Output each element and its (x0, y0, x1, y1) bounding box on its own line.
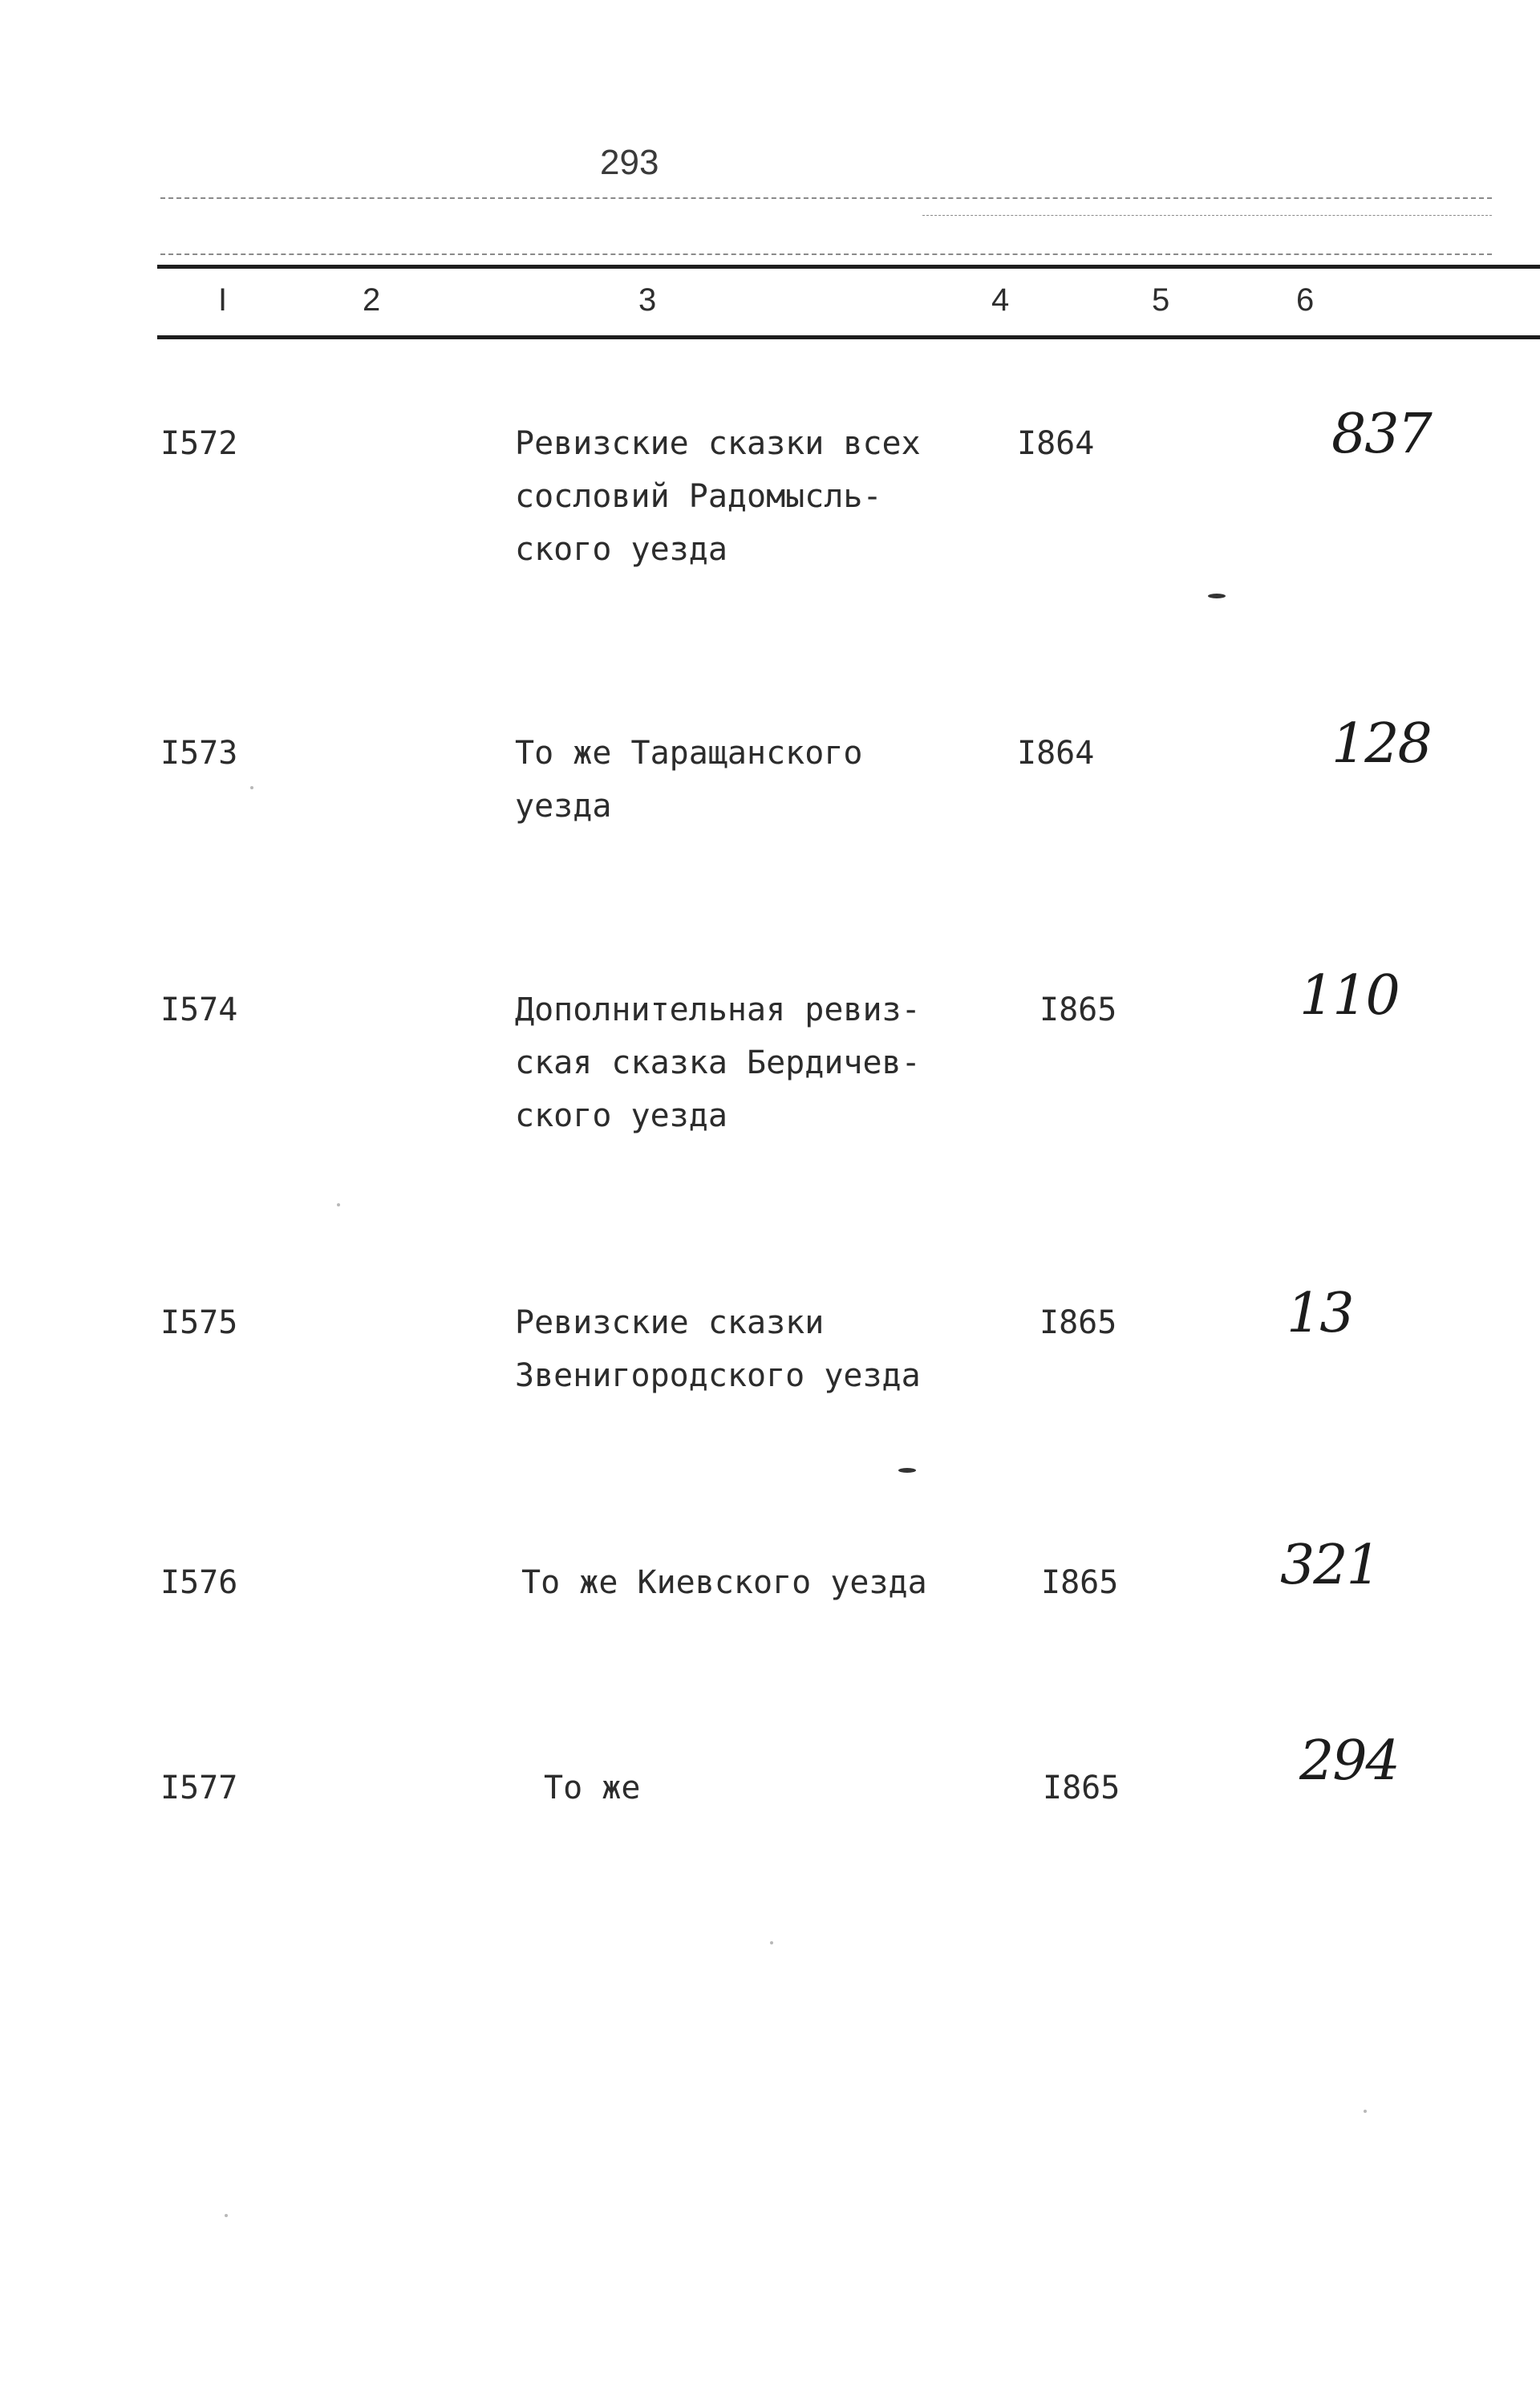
description-line: уезда (515, 788, 612, 825)
handwritten-sheet-count: 128 (1331, 712, 1431, 776)
description-line: Дополнительная ревиз- (515, 991, 921, 1028)
handwritten-sheet-count: 321 (1280, 1534, 1380, 1597)
scan-speck (1364, 2110, 1367, 2113)
description-line: ского уезда (515, 531, 727, 568)
handwritten-sheet-count: 294 (1299, 1729, 1399, 1793)
scan-speck (225, 2214, 228, 2217)
case-number: I576 (160, 1564, 238, 1601)
column-header-6: 6 (1296, 282, 1315, 318)
case-description (521, 1556, 987, 1609)
column-header-5: 5 (1152, 282, 1170, 318)
description-line: Звенигородского уезда (515, 1357, 921, 1394)
column-header-4: 4 (991, 282, 1010, 318)
case-description (515, 727, 980, 833)
dashed-divider-middle (160, 253, 1492, 255)
case-year: I865 (1040, 1304, 1117, 1341)
case-description (515, 1296, 980, 1402)
scan-speck (770, 1941, 773, 1944)
dashed-divider-faint (922, 215, 1492, 216)
scan-speck (337, 1203, 340, 1206)
case-number: I573 (160, 735, 238, 772)
case-description (544, 1762, 1009, 1814)
description-line: Ревизские сказки (515, 1304, 825, 1341)
case-year: I865 (1040, 991, 1117, 1028)
case-number: I572 (160, 425, 238, 462)
ink-mark (898, 1468, 916, 1473)
dashed-divider-top (160, 197, 1492, 199)
description-line: сословий Радомысль- (515, 478, 882, 515)
header-bottom-rule (157, 335, 1540, 339)
description-line: ского уезда (515, 1097, 727, 1134)
handwritten-sheet-count: 13 (1287, 1282, 1353, 1345)
case-year: I865 (1043, 1770, 1121, 1806)
case-number: I575 (160, 1304, 238, 1341)
case-year: I864 (1017, 425, 1095, 462)
ink-mark (1208, 594, 1226, 598)
description-line: То же Таращанского (515, 735, 863, 772)
case-number: I574 (160, 991, 238, 1028)
case-year: I864 (1017, 735, 1095, 772)
header-top-rule (157, 265, 1540, 269)
description-line: Ревизские сказки всех (515, 425, 921, 462)
scan-speck (250, 786, 253, 789)
handwritten-sheet-count: 837 (1331, 403, 1431, 466)
column-header-1: I (218, 282, 228, 318)
case-number: I577 (160, 1770, 238, 1806)
handwritten-sheet-count: 110 (1299, 964, 1399, 1028)
column-header-3: 3 (638, 282, 657, 318)
case-description (515, 417, 980, 576)
description-line: ская сказка Бердичев- (515, 1044, 921, 1081)
column-header-2: 2 (363, 282, 381, 318)
description-line: То же (544, 1770, 641, 1806)
page-number: 293 (600, 143, 659, 182)
description-line: То же Киевского уезда (521, 1564, 927, 1601)
case-year: I865 (1041, 1564, 1119, 1601)
case-description (515, 983, 980, 1142)
